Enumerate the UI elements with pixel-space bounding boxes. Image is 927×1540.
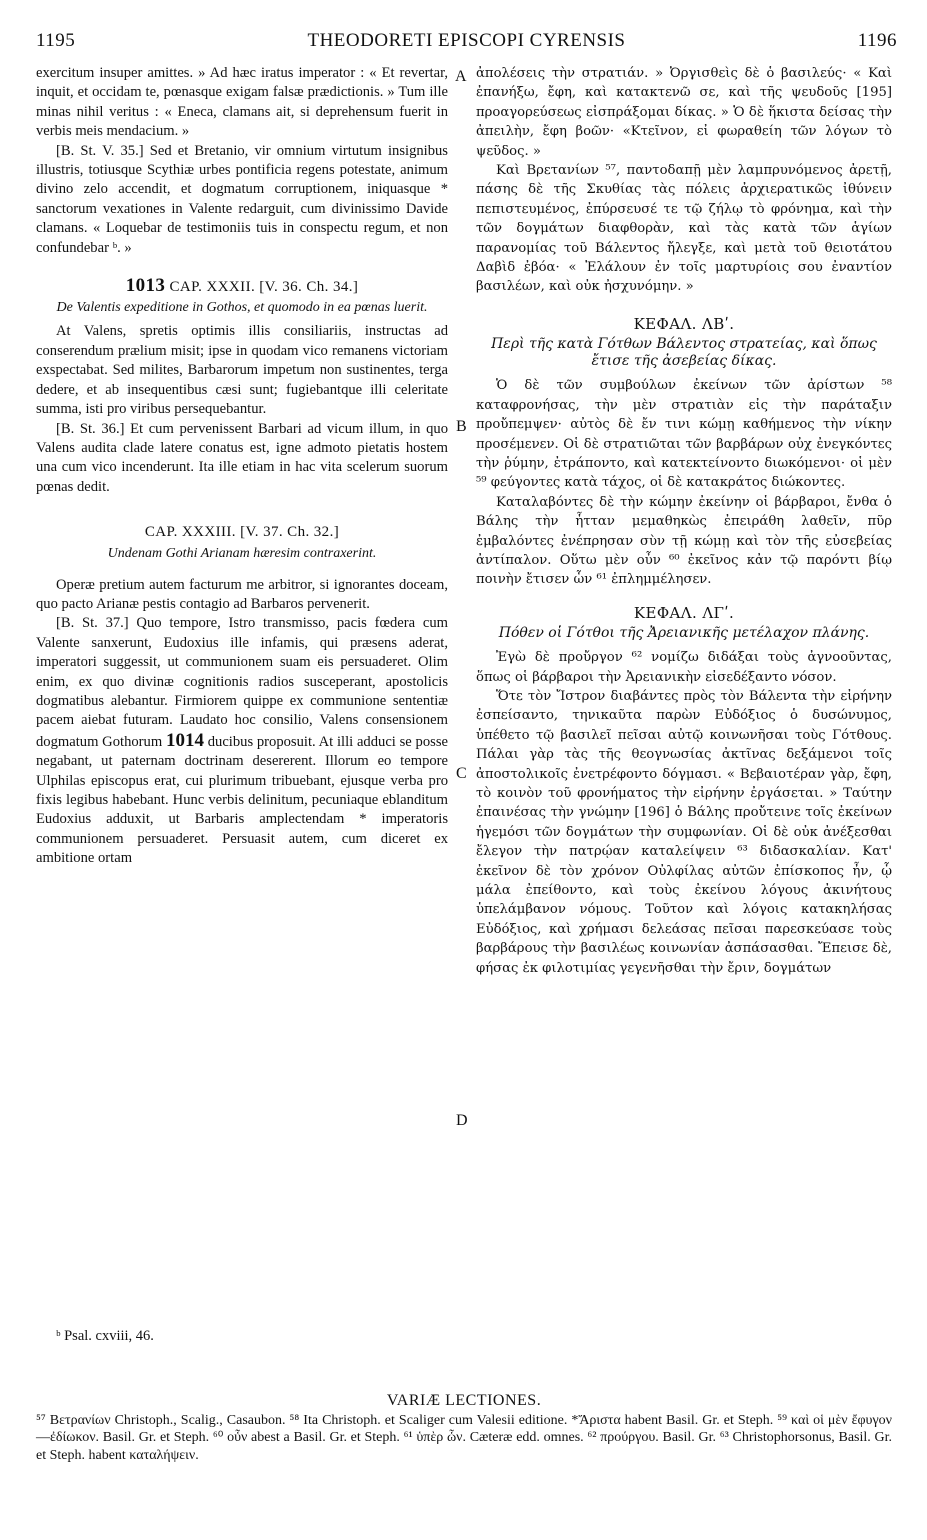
chapter-title: ΚΕΦΑΛ. ΛΓʹ. (633, 603, 735, 622)
greek-paragraph: Ὅτε τὸν Ἴστρον διαβάντες πρὸς τὸν Βάλεντα τὴν εἰρήνην ἐσπείσαντο, τηνικαῦτα παρὼν Εὐδόξιος ὁ δυσώνυμος, ὑπέθετο τῷ βασιλεῖ πεῖσαι αὐτῷ κοινωνῆσαι τοὺς Γότθους. Πάλαι γὰρ τὰς τῆς θεογνωσίας ἀκτῖνας δεξάμενοι τοῖς ἀποστολικοῖς ἐνετρέφοντο δόγμασι. « Βεβαιοτέραν γὰρ, ἔφη, τὸ κοινὸν τοῦ φρονήματος τὴν εἰρήνην ἐργάσεται. » Ταύτην ἐπαινέσας τὴν γνώμην [196] ὁ Βάλης προὔτεινε τοῖς ἐκείνων ἡγεμόσι τῶν δογμάτων τὴν συμφωνίαν. Οἱ δὲ οὐκ ἀνέξεσθαι ἔλεγον τὴν πατρῴαν καταλείψειν ⁶³ διδασκαλίαν. Κατ' ἐκεῖνον δὲ τὸν χρόνον Οὐλφίλας αὐτῶν ἐπίσκοπος ἦν, ᾧ μάλα ἐπείθοντο, καὶ τοὺς ἐκείνου λόγους ἀκινήτους ὑπελάμβανον νόμους. Τοῦτον καὶ λόγοις κατακηλήσας Εὐδόξιος, καὶ χρήμασι δελεάσας πεῖσαι παρεσκεύασε τοὺς βαρβάρους τὴν βασιλέως κοινωνίαν ἀσπάσασθαι. Ἔπεισε δὲ, φήσας ἐκ φιλοτιμίας γεγενῆσθαι τὴν ἔριν, δογμάτων (476, 688, 892, 976)
chapter-subtitle: Περὶ τῆς κατὰ Γότθων Βάλεντος στρατείας, καὶ ὅπως ἔτισε τῆς ἀσεβείας δίκας. (491, 336, 877, 370)
latin-paragraph: [B. St. 36.] Et cum pervenissent Barbari ad vicum illum, in quo Valens audita clade latere conatus est, igne admoto pietatis hostem una cum vico incenderunt. Ita ille etiam in hac vita scelerum suorum pœnas dedit. (36, 420, 448, 495)
greek-paragraph: Ὁ δὲ τῶν συμβούλων ἐκείνων τῶν ἀρίστων ⁵⁸ καταφρονήσας, τὴν μὲν στρατιὰν εἰς τὴν παράταξιν προὔπεμψεν· αὐτὸς δὲ ἔν τινι κώμῃ καθήμενος τὴν νίκην προσέμενεν. Οἱ δὲ στρατιῶται τῶν βαρβάρων οὐχ ἐνεγκόντες τὴν ῥύμην, ἐτράποντο, καὶ κατεκτείνοντο διωκόμενοι· οἱ μὲν ⁵⁹ φεύγοντες κατὰ τάχος, οἱ δὲ κατακράτος διώκοντες. (476, 378, 892, 491)
greek-column (476, 64, 892, 978)
latin-paragraph: exercitum insuper amittes. » Ad hæc iratus imperator : « Et revertar, inquit, et occidam te, pœnasque exigam falsæ prædictionis. » Tum ille minas nihil veritus : « Eneca, clamans ait, si deprehensum fuerit in verbis meis mendacium. » (36, 65, 448, 140)
greek-paragraph: Καταλαβόντες δὲ τὴν κώμην ἐκείνην οἱ βάρβαροι, ἔνθα ὁ Βάλης τὴν ἧτταν μεμαθηκὼς ἐπειράθη λαθεῖν, πῦρ ἐμβαλόντες ἐνέπρησαν σὺν τῇ κώμῃ καὶ τὸν τῆς εὐσεβείας ἀντίπαλον. Οὕτω μὲν οὖν ⁶⁰ ἐκεῖνος κἀν τῷ παρόντι βίῳ ποινὴν ἔτισεν ὧν ⁶¹ ἐπλημμέλησεν. (476, 494, 892, 588)
latin-paragraph: Operæ pretium autem facturum me arbitror, si ignorantes doceam, quo pacto Arianæ pestis contagio ad Barbaros pervenerit. (36, 576, 448, 612)
left-page-number: 1195 (36, 30, 76, 51)
greek-paragraph: ἀπολέσεις τὴν στρατιάν. » Ὀργισθεὶς δὲ ὁ βασιλεύς· « Καὶ ἐπανήξω, ἔφη, καὶ κατακτενῶ σε, καὶ τῆς ψευδοῦς [195] προαγορεύσεως εἰσπράξομαι δίκας. » Ὁ δὲ ἥκιστα δείσας τὴν ἀπειλὴν, ἔφη βοῶν· «Κτεῖνον, εἰ φωραθείη τῶν λόγων τὸ ψεῦδος. » (476, 66, 892, 159)
latin-paragraph: At Valens, spretis optimis illis consiliariis, instructas ad conserendum prælium misit; ipse in quodam vico remanens victoriam exspectabat. Sed milites, Barbarorum impetum non sustinentes, terga dedere, et ab insequentibus cæsi sunt; fugiebantque illi celeritate summa, isti pro viribus persequebantur. (36, 323, 448, 418)
section-marker-d: D (456, 1112, 468, 1129)
page-header (36, 30, 897, 60)
variant-readings (36, 1392, 892, 1464)
chapter-title: CAP. XXXII. [V. 36. Ch. 34.] (169, 279, 359, 296)
chapter-heading (36, 276, 448, 297)
chapter-title: ΚΕΦΑΛ. ΛΒʹ. (633, 314, 735, 333)
footnote: ᵇ Psal. cxviii, 46. (56, 1328, 154, 1344)
section-marker-a: A (455, 68, 467, 85)
chapter-subtitle: Undenam Gothi Arianam hæresim contraxerint. (107, 545, 377, 561)
greek-paragraph: Καὶ Βρετανίων ⁵⁷, παντοδαπῇ μὲν λαμπρυνόμενος ἀρετῇ, πάσης δὲ τῆς Σκυθίας τὰς πόλεις ἀρχιερατικῶς ἰθύνειν πεπιστευμένος, ἐπύρσευσέ τε τῷ ζήλῳ τὸ φρόνημα, καὶ τὴν τῶν δογμάτων διαφθορὰν, καὶ τὰς κατὰ τῶν ἁγίων παρανομίας τοῦ Βάλεντος ἤλεγξε, καὶ μετὰ τοῦ θειοτάτου Δαβὶδ ἐβόα· « Ἐλάλουν ἐν τοῖς μαρτυρίοις σου ἐναντίον βασιλέων, καὶ οὐκ ἠσχυνόμην. » (476, 163, 892, 295)
section-marker-c: C (456, 765, 467, 782)
chapter-subtitle: De Valentis expeditione in Gothos, et quomodo in ea pœnas luerit. (56, 300, 428, 316)
section-marker-b: B (456, 418, 467, 435)
variant-readings-heading: VARIÆ LECTIONES. (386, 1392, 542, 1409)
chapter-heading (476, 604, 892, 623)
latin-text: [B. St. 37.] Quo tempore, Istro transmisso, pacis fœdera cum Valente sanxerunt, Eudoxius ille infamis, qui præsens aderat, imperatori suggessit, ut communionem suam eis persuaderet. Olim enim, ex quo divinæ cognitionis radios susceperant, apostolicis dogmatibus alebantur. Firmiorem quippe ex communione sententiæ pacem aiebat futuram. Laudato hoc consilio, Valens consensionem dogmatum Gothorum (36, 615, 448, 750)
chapter-heading (476, 315, 892, 334)
latin-paragraph: [B. St. V. 35.] Sed et Bretanio, vir omnium virtutum insignibus illustris, totiusque Scythiæ urbes pontificia regens potestate, animum divino zelo accendit, et dogmatum corruptionem, iniquasque * sanctorum vexationes in Valente redarguit, cum divinissimo Davide clamans. « Loquebar de testimoniis tuis in conspectu regum, et non confundebar ᵇ. » (36, 142, 448, 256)
running-title: THEODORETI EPISCOPI CYRENSIS (307, 30, 626, 51)
chapter-title: CAP. XXXIII. [V. 37. Ch. 32.] (144, 524, 340, 541)
variant-readings-text: ⁵⁷ Βετρανίων Christoph., Scalig., Casaubon. ⁵⁸ Ita Christoph. et Scaliger cum Valesii editione. *Ἄριστα habent Basil. Gr. et Steph. ⁵⁹ καὶ οἱ μὲν ἔφυγον—ἐδίωκον. Basil. Gr. et Steph. ⁶⁰ οὖν abest a Basil. Gr. et Steph. ⁶¹ ὑπὲρ ὧν. Cæteræ edd. omnes. ⁶² προύργου. Basil. Gr. ⁶³ Christophorsonus, Basil. Gr. et Steph. habent καταλήψειν. (36, 1412, 892, 1463)
chapter-subtitle: Πόθεν οἱ Γότθοι τῆς Ἀρειανικῆς μετέλαχον πλάνης. (498, 625, 870, 642)
chapter-heading (36, 523, 448, 542)
latin-column (36, 64, 448, 869)
greek-paragraph: Ἐγὼ δὲ προὔργον ⁶² νομίζω διδάξαι τοὺς ἀγνοοῦντας, ὅπως οἱ βάρβαροι τὴν Ἀρειανικὴν εἰσεδέξαντο νόσον. (476, 650, 892, 685)
latin-paragraph (36, 614, 448, 868)
latin-text: ducibus proposuit. At illi adduci se posse negabant, ut paternam doctrinam desererent. Illorum eo tempore Ulphilas episcopus erat, cui plurimum tribuebant, ejusque verba pro fixis legibus habebant. Hunc verbis delinitum, pecuniaque eblanditum Eudoxius adduxit, ut Barbaris amplectendam * imperatoris communionem persuaderet. Persuasit autem, cum diceret ex ambitione ortam (36, 733, 448, 867)
column-number: 1013 (125, 275, 166, 297)
column-number: 1014 (165, 729, 204, 751)
right-page-number: 1196 (857, 30, 897, 51)
